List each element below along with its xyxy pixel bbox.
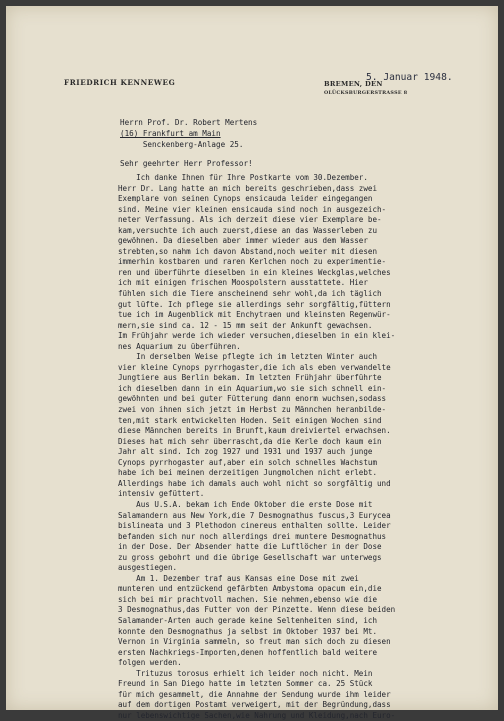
body-line: In derselben Weise pflegte ich im letzten Winter auch [118,352,377,362]
body-line: immerhin kostbaren und raren Kerlchen noch zu experimentie- [118,257,387,267]
body-line: sind. Meine vier kleinen ensicauda sind noch in ausgezeich- [118,204,387,214]
body-line: Jahr alt sind. Ich zog 1927 und 1931 und 1937 auch junge [118,447,373,457]
body-line: munteren und entzückend gefärbten Ambystoma opacum ein,die [118,584,382,594]
body-line: Im Frühjahr werde ich wieder versuchen,dieselben in ein klei- [118,331,396,341]
body-line: nur lebenswichtige Sachen,wie Nahrung und Kleidung,nach Euro- [118,710,396,720]
body-line: gewöhnten und bei guter Fütterung dann enorm wuchsen,sodass [118,394,387,404]
body-line: für mich gesammelt, die Annahme der Sendung wurde ihm leider [118,689,391,699]
body-line: Freund in San Diego hatte im letzten Sommer ca. 25 Stück [118,679,373,689]
body-line: diese Männchen bereits in Brunft,kaum dreiviertel erwachsen. [118,426,391,436]
body-line: Jungtiere aus Berlin bekam. Im letzten Frühjahr überführte [118,373,382,383]
address-line: (16) Frankfurt am Main [120,129,221,138]
body-line: Am 1. Dezember traf aus Kansas eine Dose mit zwei [118,573,359,583]
recipient-address [120,117,257,150]
letterhead-street: OLÜCKSBURGERSTRASSE 8 [324,90,408,96]
body-line: ren und überführte dieselben in ein kleines Weckglas,welches [118,267,391,277]
body-line: ich mit einigen frischen Moospolstern ausstattete. Hier [118,278,368,288]
body-line: Dieses hat mich sehr überrascht,da die Kerle doch kaum ein [118,436,382,446]
letterhead-name: FRIEDRICH KENNEWEG [64,78,176,87]
body-line: kam,versuchte ich auch zuerst,diese an das Wasserleben zu [118,225,377,235]
body-line: konnte den Desmognathus ja selbst im Oktober 1937 bei Mt. [118,626,377,636]
salutation: Sehr geehrter Herr Professor! [120,159,253,168]
body-line: tue ich im Augenblick mit Enchytraen und kleinsten Regenwür- [118,310,391,320]
body-line: Exemplare von seinen Cynops ensicauda leider eingegangen [118,194,373,204]
body-line: nes Aquarium zu überführen. [118,341,241,351]
body-line: ten,mit stark entwickelten Hoden. Seit einigen Wochen sind [118,415,382,425]
body-line: strebten,so nahm ich davon Abstand,noch weiter mit diesen [118,246,377,256]
body-line: zwei von ihnen sich jetzt im Herbst zu Männchen heranbilde- [118,405,387,415]
body-line: Cynops pyrrhogaster auf,aber ein solch schnelles Wachstum [118,457,377,467]
body-line: folgen werden. [118,658,182,668]
body-line: Salamander-Arten auch gerade keine Seltenheiten sind, ich [118,615,377,625]
body-line: Trituzus torosus erhielt ich leider noch nicht. Mein [118,668,373,678]
body-line: Ich danke Ihnen für Ihre Postkarte vom 30.Dezember. [118,173,368,182]
body-line: gewöhnen. Da dieselben aber immer wieder aus dem Wasser [118,236,368,246]
body-line: Salamandern aus New York,die 7 Desmognathus fuscus,3 Eurycea [118,510,391,520]
body-line: habe ich bei meinen derzeitigen Jungmolchen nicht erlebt. [118,468,377,478]
body-line: fühlen sich die Tiere anscheinend sehr wohl,da ich täglich [118,289,382,299]
body-line: sich bei mir prachtvoll machen. Sie nehmen,ebenso wie die [118,594,377,604]
body-line: Allerdings habe ich damals auch wohl nicht so sorgfältig und [118,478,391,488]
body-line: ich dieselben dann in ein Aquarium,wo sie sich schnell ein- [118,383,387,393]
body-line: Vernon in Virginia sammeln, so freut man sich doch zu diesen [118,637,391,647]
body-line: gut lüfte. Ich pflege sie allerdings sehr sorgfältig,füttern [118,299,391,309]
body-line: 3 Desmognathus,das Futter von der Pinzette. Wenn diese beiden [118,605,396,615]
body-line: auf dem dortigen Postamt verweigert, mit der Begründung,dass [118,700,391,710]
body-line: ersten Nachkriegs-Importen,denen hoffentlich bald weitere [118,647,377,657]
body-line: befanden sich nur noch allerdings drei muntere Desmognathus [118,531,387,541]
body-line: neter Verfassung. Als ich derzeit diese vier Exemplare be- [118,215,382,225]
address-line: Senckenberg-Anlage 25. [120,140,244,149]
letterhead-city: BREMEN, DEN [324,80,383,88]
letter-date: 5. Januar 1948. [366,72,453,83]
body-line: bislineata und 3 Plethodon cinereus enthalten sollte. Leider [118,521,391,531]
body-line: ausgestiegen. [118,563,178,573]
letter-body [118,173,395,721]
address-line: Herrn Prof. Dr. Robert Mertens [120,118,258,127]
body-line: Herr Dr. Lang hatte an mich bereits geschrieben,dass zwei [118,183,377,193]
body-line: vier kleine Cynops pyrrhogaster,die ich als eben verwandelte [118,362,391,372]
body-line: in der Dose. Der Absender hatte die Luftlöcher in der Dose [118,542,382,552]
letter-page [6,6,498,720]
body-line: mern,sie sind ca. 12 - 15 mm seit der Ankunft gewachsen. [118,320,373,330]
body-line: zu gross gebohrt und die übrige Gesellschaft war unterwegs [118,552,382,562]
body-line: Aus U.S.A. bekam ich Ende Oktober die erste Dose mit [118,499,373,509]
body-line: intensiv gefüttert. [118,489,205,499]
